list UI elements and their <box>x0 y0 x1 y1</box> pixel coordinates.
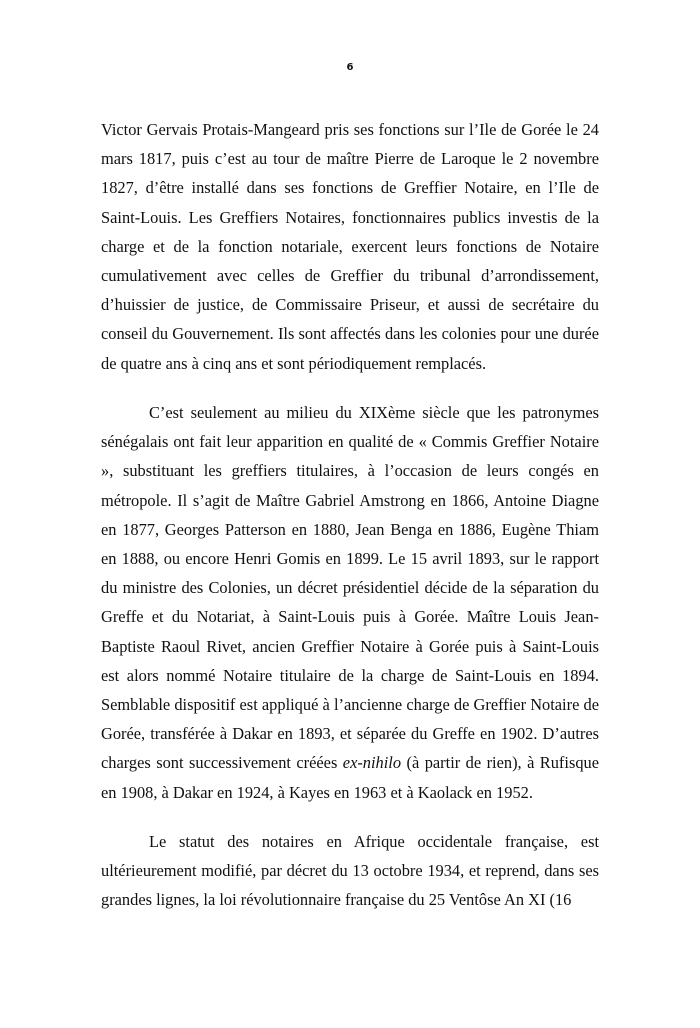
paragraph-2-italic-term: ex-nihilo <box>342 753 402 773</box>
paragraph-3: Le statut des notaires en Afrique occidentale française, est ultérieurement modifié, par décret du 13 octobre 1934, et reprend, dans ses grandes lignes, la loi révolutionnaire française du 25 Ventôse An XI (16 <box>101 832 599 910</box>
page-number: 6 <box>346 62 354 73</box>
paragraph-2-text-end: (à partir de rien), à Rufisque en 1908, à Dakar en 1924, à Kayes en 1963 et à Kaolack en 1952. <box>101 753 599 802</box>
paragraph-2-text-start: C’est seulement au milieu du XIXème siècle que les patronymes sénégalais ont fait leur apparition en qualité de « Commis Greffier Notaire », substituant les greffiers titulaires, à l’occasion de leurs congés en métropole. Il s’agit de Maître Gabriel Amstrong en 1866, Antoine Diagne en 1877, Georges Patterson en 1880, Jean Benga en 1886, Eugène Thiam en 1888, ou encore Henri Gomis en 1899. Le 15 avril 1893, sur le rapport du ministre des Colonies, un décret présidentiel décide de la séparation du Greffe et du Notariat, à Saint-Louis puis à Gorée. Maître Louis Jean-Baptiste Raoul Rivet, ancien Greffier Notaire à Gorée puis à Saint-Louis est alors nommé Notaire titulaire de la charge de Saint-Louis en 1894. Semblable dispositif est appliqué à l’ancienne charge de Greffier Notaire de Gorée, transférée à Dakar en 1893, et séparée du Greffe en 1902. D’autres charges sont successivement créées <box>101 403 599 773</box>
paragraph-2 <box>101 398 599 807</box>
paragraph-1: Victor Gervais Protais-Mangeard pris ses fonctions sur l’Ile de Gorée le 24 mars 1817, puis c’est au tour de maître Pierre de Laroque le 2 novembre 1827, d’être installé dans ses fonctions de Greffier Notaire, en l’Ile de Saint-Louis. Les Greffiers Notaires, fonctionnaires publics investis de la charge et de la fonction notariale, exercent leurs fonctions de Notaire cumulativement avec celles de Greffier du tribunal d’arrondissement, d’huissier de justice, de Commissaire Priseur, et aussi de secrétaire du conseil du Gouvernement. Ils sont affectés dans les colonies pour une durée de quatre ans à cinq ans et sont périodiquement remplacés. <box>101 120 599 373</box>
